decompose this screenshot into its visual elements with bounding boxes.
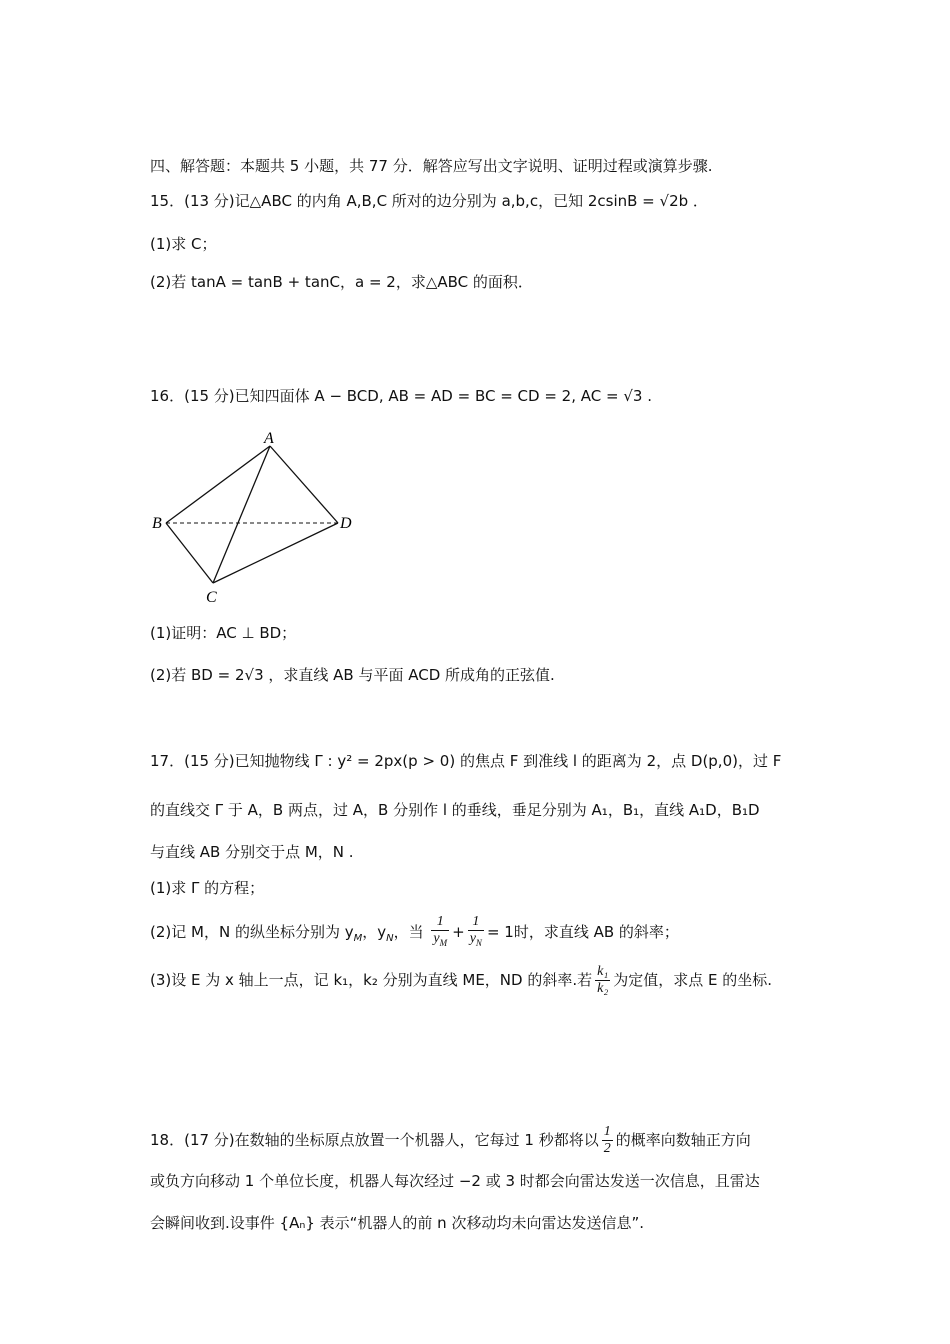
label-d: D (340, 515, 352, 532)
label-a: A (264, 430, 274, 447)
fraction-1-over-yn: $\frac{1}{y_N}$ (469, 914, 482, 948)
q17-part2-text-c: ，当 (393, 923, 424, 941)
edge-bc (166, 523, 213, 583)
q16-stem: 16．(15 分)已知四面体 A − BCD, AB = AD = BC = CD = 2, AC = √3 . (150, 387, 652, 405)
fraction-1-over-ym: $\frac{1}{y_M}$ (433, 914, 448, 948)
q17-part2-text-a: (2)记 M，N 的纵坐标分别为 y (150, 923, 354, 941)
q16-part2: (2)若 BD = 2√3 ，求直线 AB 与平面 ACD 所成角的正弦值. (150, 666, 555, 684)
tetrahedron-figure (148, 428, 368, 608)
q17-part3-text-b: 为定值，求点 E 的坐标. (613, 971, 772, 989)
plus-sign: + (452, 923, 465, 941)
q17-part2-text-d: = 1时，求直线 AB 的斜率； (486, 923, 679, 941)
q18-line1-text-a: 18．(17 分)在数轴的坐标原点放置一个机器人，它每过 1 秒都将以 (150, 1131, 599, 1149)
label-b: B (152, 515, 162, 532)
q17-part2 (150, 912, 679, 959)
q18-line1-text-b: 的概率向数轴正方向 (615, 1131, 751, 1149)
q15-part2: (2)若 tanA = tanB + tanC，a = 2，求△ABC 的面积． (150, 273, 533, 291)
label-c: C (206, 589, 217, 606)
q18-line1 (150, 1120, 751, 1160)
q15-stem: 15．(13 分)记△ABC 的内角 A,B,C 所对的边分别为 a,b,c，已知 2csinB = √2b ． (150, 192, 708, 210)
q17-line2: 的直线交 Γ 于 A，B 两点，过 A，B 分别作 l 的垂线，垂足分别为 A₁，B₁，直线 A₁D，B₁D (150, 801, 760, 819)
sub-m: M (353, 933, 363, 944)
q15-part1: (1)求 C； (150, 235, 217, 253)
q17-part1: (1)求 Γ 的方程； (150, 879, 265, 897)
edge-cd (213, 523, 338, 583)
fraction-k1-over-k2: $\frac{\text{k₁}}{\text{k₂}}$ (597, 964, 609, 996)
edge-ad (270, 446, 338, 523)
section-title: 四、解答题：本题共 5 小题，共 77 分．解答应写出文字说明、证明过程或演算步骤. (150, 157, 713, 175)
sub-n: N (386, 933, 394, 944)
q18-line3: 会瞬间收到.设事件 {Aₙ} 表示“机器人的前 n 次移动均未向雷达发送信息”. (150, 1214, 644, 1232)
q17-line1: 17．(15 分)已知抛物线 Γ : y² = 2px(p > 0) 的焦点 F 到准线 l 的距离为 2，点 D(p,0)，过 F (150, 752, 782, 770)
q18-line2: 或负方向移动 1 个单位长度，机器人每次经过 −2 或 3 时都会向雷达发送一次信息，且雷达 (150, 1172, 760, 1190)
q17-part3-text-a: (3)设 E 为 x 轴上一点，记 k₁，k₂ 分别为直线 ME，ND 的斜率.若 (150, 971, 593, 989)
q17-part2-text-b: ，y (362, 923, 387, 941)
q17-part3 (150, 960, 772, 1000)
fraction-one-half: $\frac{1}{2}$ (603, 1124, 611, 1156)
q17-line3: 与直线 AB 分别交于点 M，N . (150, 843, 354, 861)
q16-part1: (1)证明：AC ⊥ BD； (150, 624, 297, 642)
